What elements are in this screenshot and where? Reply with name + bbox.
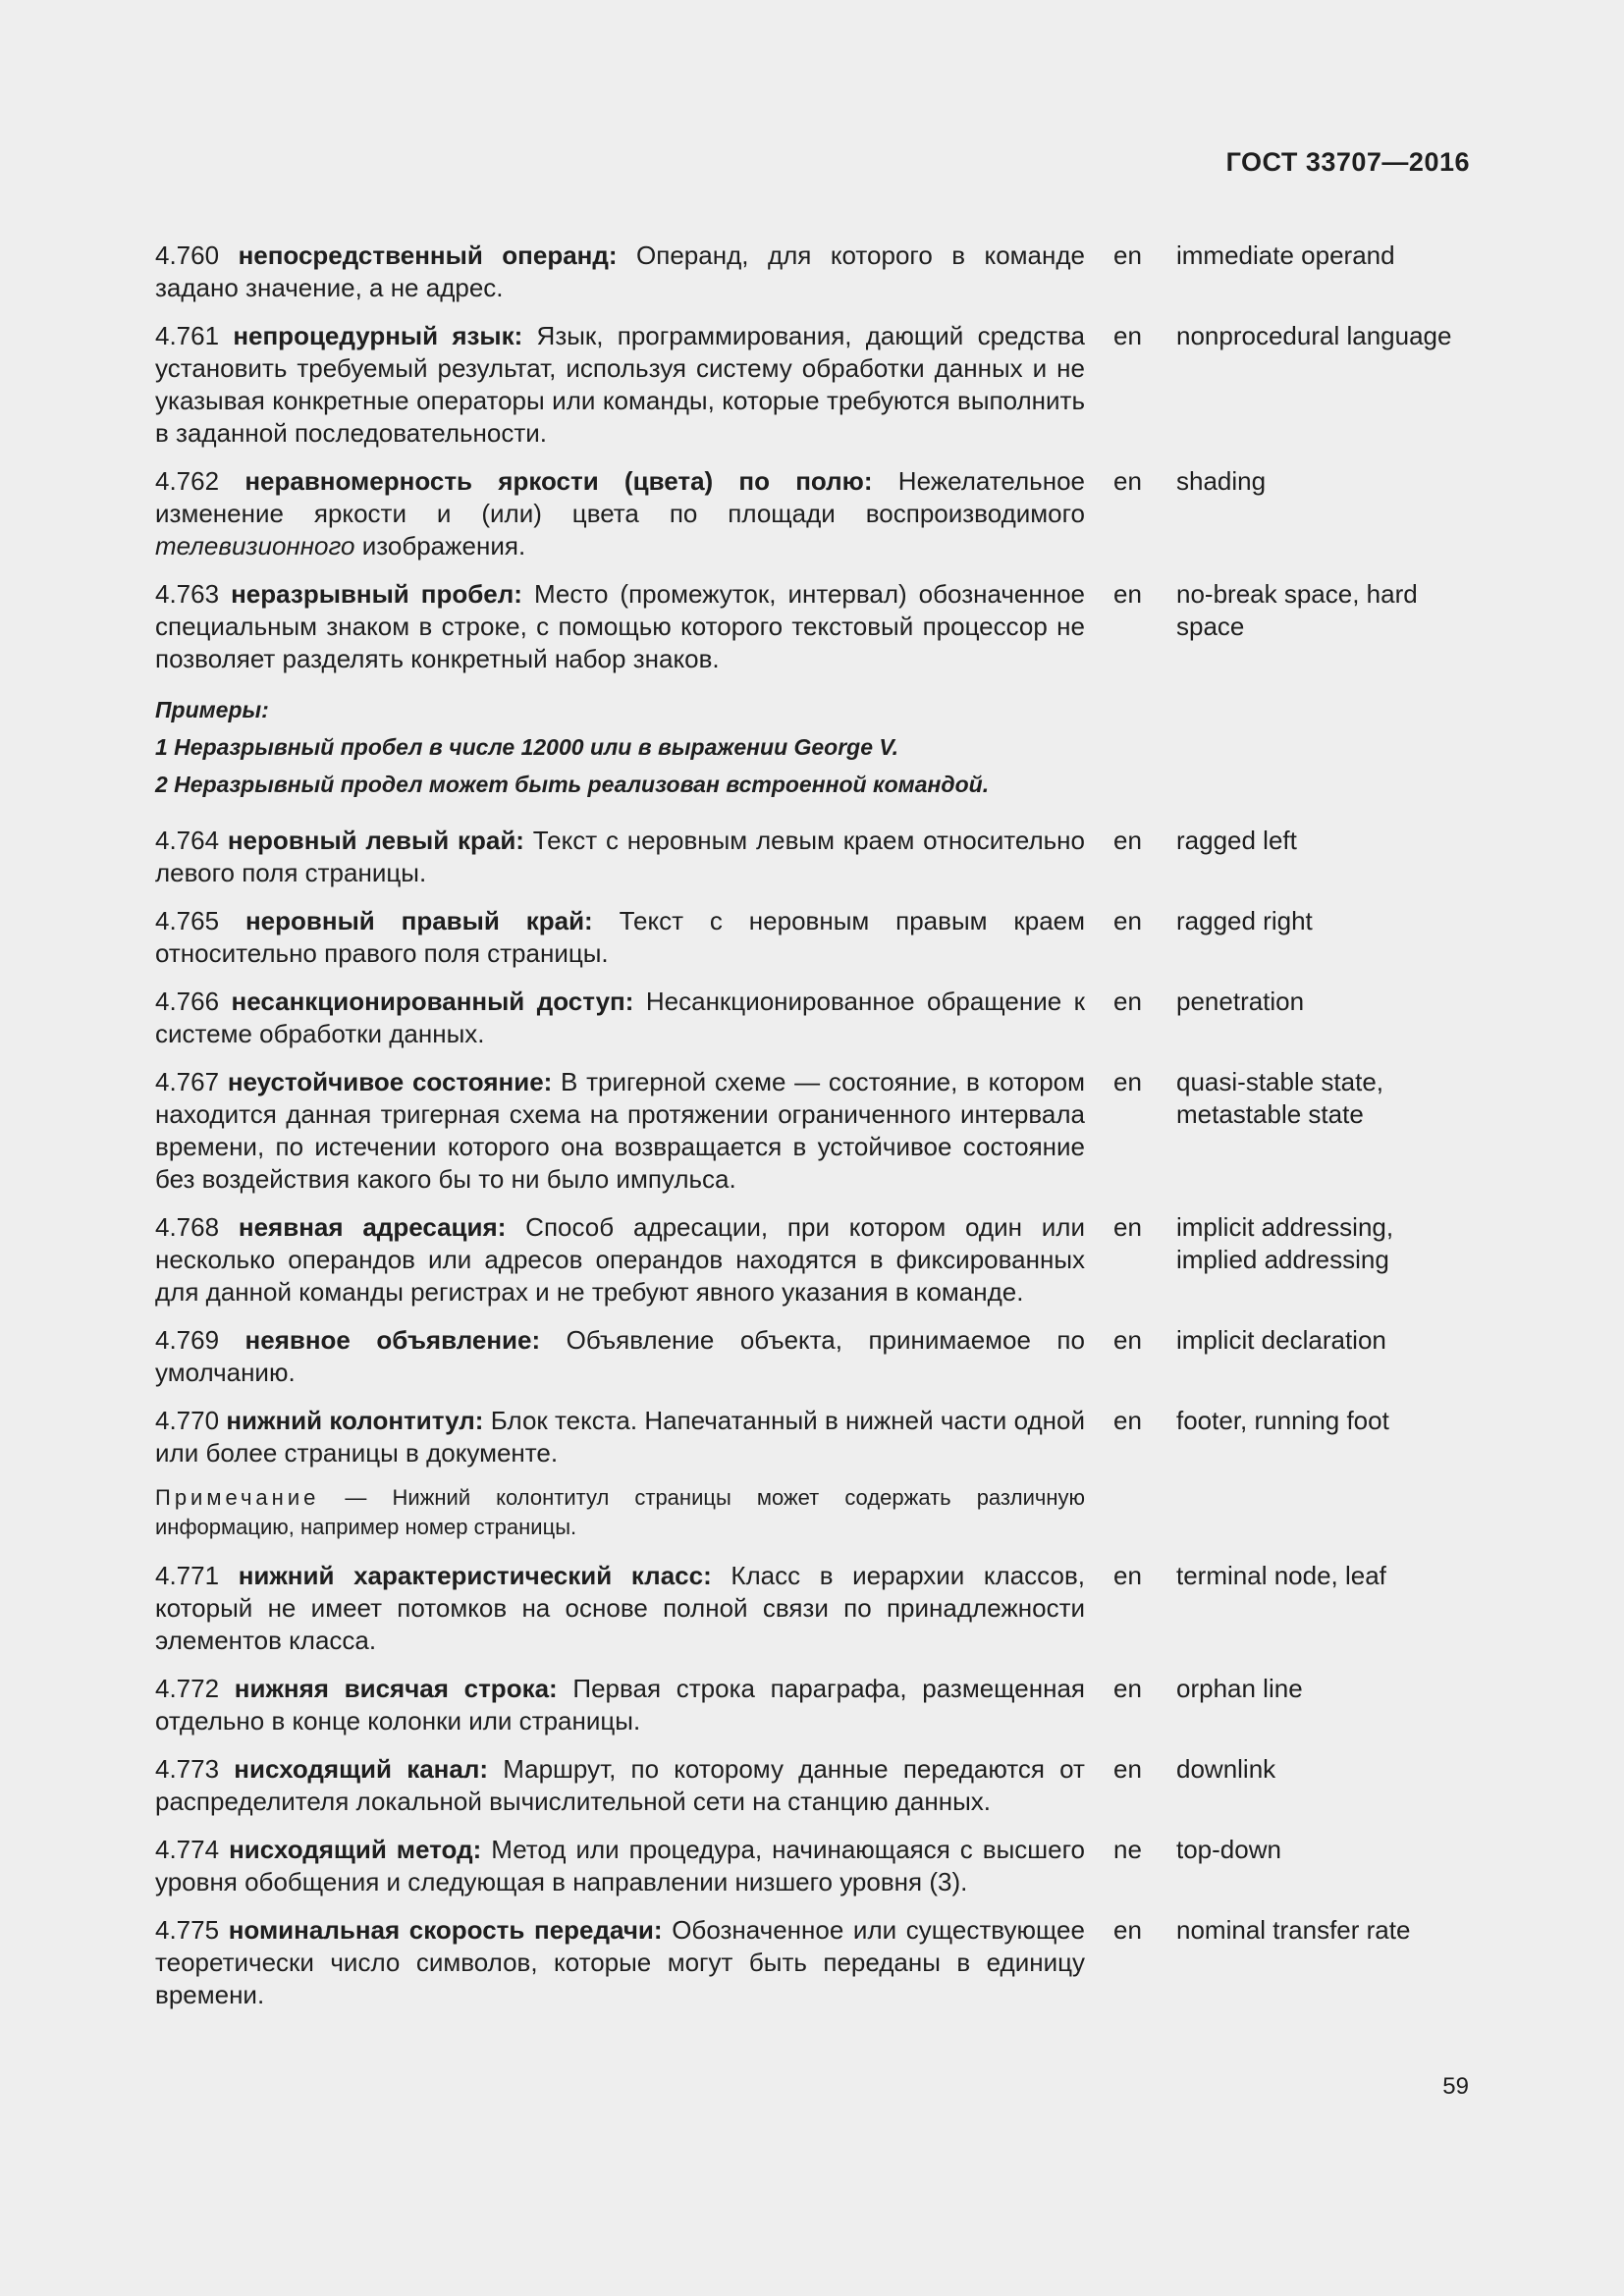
entry-definition: Первая строка параграфа, размещенная отдельно в конце колонки или страницы. — [155, 1674, 1085, 1735]
entry-term: номинальная скорость передачи: — [228, 1915, 663, 1945]
entry-term: непосредственный операнд: — [238, 240, 618, 270]
glossary-entry — [155, 1560, 1471, 1657]
entry-term: неравномерность яркости (цвета) по полю: — [244, 466, 873, 496]
entry-text — [155, 1405, 1085, 1469]
entry-number: 4.766 — [155, 987, 220, 1016]
note-label: Примечание — [155, 1485, 320, 1510]
entry-term: неявное объявление: — [244, 1325, 541, 1355]
entry-english-term: quasi-stable state, metastable state — [1176, 1067, 1384, 1129]
entry-english-term: immediate operand — [1176, 240, 1395, 270]
entry-number: 4.761 — [155, 321, 220, 350]
entry-number: 4.773 — [155, 1754, 220, 1784]
entry-text — [155, 465, 1085, 562]
entry-number: 4.768 — [155, 1212, 220, 1242]
glossary-entry — [155, 240, 1471, 304]
entry-definition: Класс в иерархии классов, который не имеет потомков на основе полной связи по принадлежности элементов класса. — [155, 1561, 1085, 1655]
entry-english-term: ragged left — [1176, 826, 1297, 855]
entry-definition: Объявление объекта, принимаемое по умолчанию. — [155, 1325, 1085, 1387]
entry-english-term: top-down — [1176, 1835, 1281, 1864]
glossary-entry — [155, 1324, 1471, 1389]
entry-text — [155, 578, 1085, 675]
entry-text — [155, 905, 1085, 970]
glossary-entry — [155, 1753, 1471, 1818]
glossary-entry — [155, 1673, 1471, 1737]
entry-definition: Операнд, для которого в команде задано значение, а не адрес. — [155, 240, 1085, 302]
example-item: 1 Неразрывный пробел в числе 12000 или в выражении George V. — [155, 734, 899, 760]
entry-text — [155, 1753, 1085, 1818]
glossary-entry — [155, 465, 1471, 562]
example-item: 2 Неразрывный продел может быть реализован встроенной командой. — [155, 772, 990, 797]
entry-english-term: terminal node, leaf — [1176, 1561, 1386, 1590]
entry-language: en — [1113, 906, 1142, 935]
note-block — [155, 1483, 1085, 1542]
entry-text — [155, 1211, 1085, 1308]
entry-language: en — [1113, 987, 1142, 1016]
entry-number: 4.770 — [155, 1406, 220, 1435]
entry-number: 4.774 — [155, 1835, 220, 1864]
glossary-entry — [155, 905, 1471, 970]
entry-language: en — [1113, 1067, 1142, 1096]
entry-definition: Текст с неровным левым краем относительно левого поля страницы. — [155, 826, 1085, 887]
entry-term: неровный левый край: — [227, 826, 524, 855]
entry-english-term: footer, running foot — [1176, 1406, 1389, 1435]
entry-english-term: orphan line — [1176, 1674, 1303, 1703]
entry-number: 4.760 — [155, 240, 220, 270]
entry-number: 4.767 — [155, 1067, 220, 1096]
entry-language: en — [1113, 1212, 1142, 1242]
entry-term: неровный правый край: — [244, 906, 593, 935]
entry-language: en — [1113, 1754, 1142, 1784]
page-number: 59 — [1442, 2073, 1469, 2100]
entry-term: нижняя висячая строка: — [234, 1674, 558, 1703]
entry-number: 4.765 — [155, 906, 220, 935]
glossary-entry — [155, 1066, 1471, 1196]
glossary-entry — [155, 1211, 1471, 1308]
entry-text — [155, 240, 1085, 304]
entry-number: 4.763 — [155, 579, 220, 609]
entry-language: ne — [1113, 1835, 1142, 1864]
entry-term: нисходящий канал: — [234, 1754, 488, 1784]
entry-english-term: nominal transfer rate — [1176, 1915, 1411, 1945]
entry-term: нижний колонтитул: — [226, 1406, 484, 1435]
entry-language: en — [1113, 466, 1142, 496]
entry-language: en — [1113, 1325, 1142, 1355]
entry-english-term: downlink — [1176, 1754, 1276, 1784]
entry-term: нисходящий метод: — [229, 1835, 482, 1864]
entry-number: 4.764 — [155, 826, 220, 855]
entry-definition: Обозначенное или существующее теоретически число символов, которые могут быть переданы в единицу времени. — [155, 1915, 1085, 2009]
entry-term: непроцедурный язык: — [233, 321, 523, 350]
entry-english-term: ragged right — [1176, 906, 1313, 935]
entry-text — [155, 825, 1085, 889]
entry-definition: Способ адресации, при котором один или несколько операндов или адресов операндов находятся в фиксированных для данной команды регистрах и не требуют явного указания в команде. — [155, 1212, 1085, 1307]
glossary-entry — [155, 986, 1471, 1050]
entry-language: en — [1113, 1915, 1142, 1945]
entry-definition: Текст с неровным правым краем относительно правого поля страницы. — [155, 906, 1085, 968]
entry-english-term: shading — [1176, 466, 1267, 496]
entry-term: несанкционированный доступ: — [231, 987, 634, 1016]
entry-text — [155, 1834, 1085, 1898]
glossary-entry — [155, 1914, 1471, 2011]
entry-english-term: penetration — [1176, 987, 1305, 1016]
entry-definition: Нежелательное изменение яркости и (или) цвета по площади воспроизводимого — [155, 466, 1085, 528]
glossary-entry — [155, 1405, 1471, 1469]
entry-text — [155, 1066, 1085, 1196]
glossary-entry — [155, 320, 1471, 450]
entry-language: en — [1113, 579, 1142, 609]
entry-number: 4.775 — [155, 1915, 220, 1945]
glossary-entry — [155, 578, 1471, 675]
examples-heading: Примеры: — [155, 697, 269, 722]
entry-definition: Блок текста. Напечатанный в нижней части одной или более страницы в документе. — [155, 1406, 1085, 1468]
note-text: — Нижний колонтитул страницы может содержать различную информацию, например номер страницы. — [155, 1485, 1085, 1539]
entry-definition: В тригерной схеме — состояние, в котором находится данная тригерная схема на протяжении ограниченного интервала времени, по истечении которого она возвращается в устойчивое состояние без воздействия какого бы то ни было импульса. — [155, 1067, 1086, 1194]
entry-number: 4.772 — [155, 1674, 220, 1703]
entry-definition: Метод или процедура, начинающаяся с высшего уровня обобщения и следующая в направлении низшего уровня (3). — [155, 1835, 1085, 1896]
entry-number: 4.771 — [155, 1561, 220, 1590]
entry-number: 4.762 — [155, 466, 220, 496]
entry-text — [155, 1560, 1085, 1657]
document-header: ГОСТ 33707—2016 — [1225, 147, 1470, 177]
entry-english-term: implicit declaration — [1176, 1325, 1386, 1355]
entry-text — [155, 320, 1085, 450]
entry-term: неустойчивое состояние: — [227, 1067, 553, 1096]
entry-language: en — [1113, 321, 1142, 350]
glossary-content — [155, 240, 1471, 2027]
entry-text — [155, 1914, 1085, 2011]
entry-definition: Несанкционированное обращение к системе обработки данных. — [155, 987, 1086, 1048]
entry-english-term: nonprocedural language — [1176, 321, 1452, 350]
entry-number: 4.769 — [155, 1325, 220, 1355]
glossary-entry — [155, 825, 1471, 889]
entry-definition: Маршрут, по которому данные передаются от распределителя локальной вычислительной сети на станцию данных. — [155, 1754, 1085, 1816]
entry-definition-end: изображения. — [361, 531, 526, 561]
entry-english-term: implicit addressing, implied addressing — [1176, 1212, 1394, 1274]
entry-text — [155, 1324, 1085, 1389]
entry-language: en — [1113, 1674, 1142, 1703]
entry-term: неявная адресация: — [238, 1212, 507, 1242]
entry-language: en — [1113, 826, 1142, 855]
entry-language: en — [1113, 240, 1142, 270]
entry-language: en — [1113, 1561, 1142, 1590]
entry-definition: Язык, программирования, дающий средства установить требуемый результат, используя систему обработки данных и не указывая конкретные операторы или команды, которые требуются выполнить в заданной последовательности. — [155, 321, 1085, 448]
entry-definition: Место (промежуток, интервал) обозначенное специальным знаком в строке, с помощью которого текстовый процессор не позволяет разделять конкретный набор знаков. — [155, 579, 1086, 673]
entry-language: en — [1113, 1406, 1142, 1435]
entry-text — [155, 1673, 1085, 1737]
examples-block — [155, 691, 1085, 803]
entry-text — [155, 986, 1085, 1050]
entry-definition-emphasis: телевизионного — [155, 531, 355, 561]
entry-term: неразрывный пробел: — [231, 579, 522, 609]
glossary-entry — [155, 1834, 1471, 1898]
entry-term: нижний характеристический класс: — [238, 1561, 712, 1590]
entry-english-term: no-break space, hard space — [1176, 579, 1418, 641]
